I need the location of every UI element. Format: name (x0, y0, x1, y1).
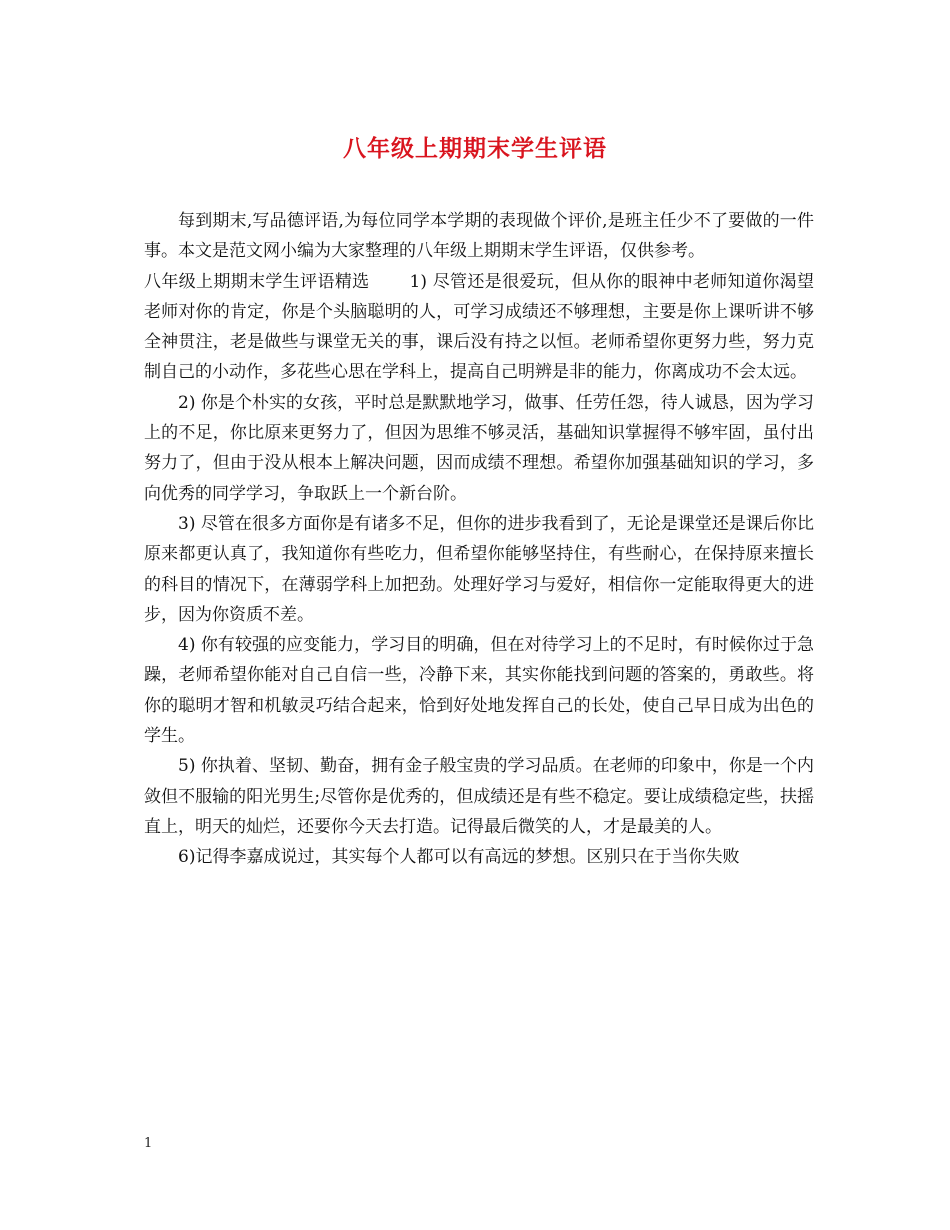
comment-item-2: 2) 你是个朴实的女孩，平时总是默默地学习，做事、任劳任怨，待人诚恳，因为学习上的不足，你比原来更努力了，但因为思维不够灵活，基础知识掌握得不够牢固，虽付出努力了，但由于没从根本上解决问题，因而成绩不理想。希望你加强基础知识的学习，多向优秀的同学学习，争取跃上一个新台阶。 (144, 392, 814, 504)
section-heading: 八年级上期期末学生评语精选 (144, 271, 370, 292)
comment-item-1: 1) 尽管还是很爱玩，但从你的眼神中老师知道你渴望老师对你的肯定，你是个头脑聪明的人，可学习成绩还不够理想，主要是你上课听讲不够全神贯注，老是做些与课堂无关的事，课后没有持之以恒。老师希望你更努力些，努力克制自己的小动作，多花些心思在学科上，提高自己明辨是非的能力，你离成功不会太远。 (144, 271, 814, 383)
intro-paragraph: 每到期末,写品德评语,为每位同学本学期的表现做个评价,是班主任少不了要做的一件事。本文是范文网小编为大家整理的八年级上期期末学生评语，仅供参考。 (144, 211, 814, 262)
document-title: 八年级上期期末学生评语 (343, 135, 607, 162)
comment-item-6: 6)记得李嘉成说过，其实每个人都可以有高远的梦想。区别只在于当你失败 (178, 847, 740, 868)
comment-item-5: 5) 你执着、坚韧、勤奋，拥有金子般宝贵的学习品质。在老师的印象中，你是一个内敛但不服输的阳光男生;尽管你是优秀的，但成绩还是有些不稳定。要让成绩稳定些，扶摇直上，明天的灿烂，还要你今天去打造。记得最后微笑的人，才是最美的人。 (144, 756, 814, 837)
document-body (144, 206, 814, 873)
comment-item-3: 3) 尽管在很多方面你是有诸多不足，但你的进步我看到了，无论是课堂还是课后你比原来都更认真了，我知道你有些吃力，但希望你能够坚持住，有些耐心，在保持原来擅长的科目的情况下，在薄弱学科上加把劲。处理好学习与爱好，相信你一定能取得更大的进步，因为你资质不差。 (144, 513, 814, 625)
section-paragraph-item-1 (144, 267, 814, 388)
page-number: 1 (144, 1136, 153, 1151)
comment-item-4: 4) 你有较强的应变能力，学习目的明确，但在对待学习上的不足时，有时候你过于急躁，老师希望你能对自己自信一些，冷静下来，其实你能找到问题的答案的，勇敢些。将你的聪明才智和机敏灵巧结合起来，恰到好处地发挥自己的长处，使自己早日成为出色的学生。 (144, 635, 814, 747)
